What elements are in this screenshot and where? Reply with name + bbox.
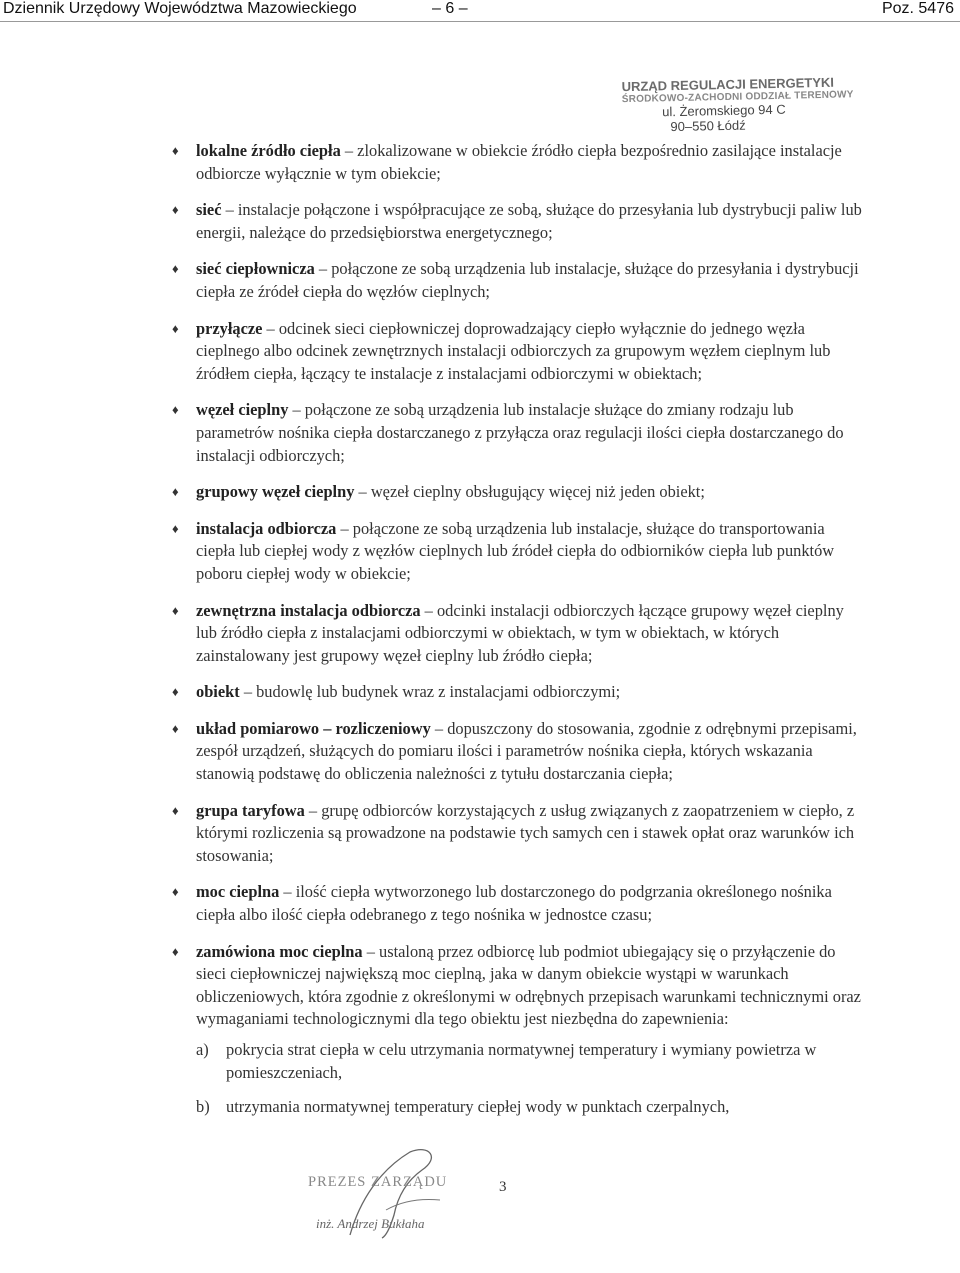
definition-item (172, 258, 862, 303)
stamp-line-4: 90–550 Łódź (670, 117, 746, 135)
diamond-bullet-icon: ♦ (172, 320, 179, 336)
definition-item (172, 718, 862, 786)
approval-stamp (621, 73, 922, 135)
definition-text: – zlokalizowane w obiekcie źródło ciepła bezpośrednio zasilające instalacje odbiorcze wyłącznie w tym obiekcie; (196, 141, 842, 183)
position-number: Poz. 5476 (881, 0, 954, 17)
definition-text: – grupę odbiorców korzystających z usług związanych z zaopatrzeniem w ciepło, z którymi rozliczenia są prowadzone na podstawie tych samych cen i stawek opłat oraz warunków ich stosowania; (196, 800, 855, 865)
definition-text: – połączone ze sobą urządzenia lub instalacje służące do zmiany rodzaju lub parametrów nośnika ciepła dostarczanego z przyłącza oraz regulacji ilości ciepła dostarczanego do instalacji odbiorczych; (196, 400, 844, 465)
sub-item-text: utrzymania normatywnej temperatury ciepłej wody w punktach czerpalnych, (226, 1097, 730, 1117)
definition-item (172, 941, 862, 1031)
diamond-bullet-icon: ♦ (172, 202, 179, 218)
journal-title: Dziennik Urzędowy Województwa Mazowieckiego (3, 0, 357, 17)
definition-text: – dopuszczony do stosowania, zgodnie z odrębnymi przepisami, zespół urządzeń, służących do pomiaru ilości i parametrów nośnika ciepła, których wskazania stanowią podstawę do obliczenia należności z tytułu dostarczania ciepła; (196, 718, 857, 784)
diamond-bullet-icon: ♦ (172, 143, 179, 158)
definition-term: lokalne źródło ciepła (196, 141, 341, 160)
definition-item (172, 199, 862, 244)
definition-term: przyłącze (196, 318, 263, 338)
definition-text: – odcinki instalacji odbiorczych łączące grupowy węzeł cieplny lub źródło ciepła z instalacjami odbiorczymi w obiektach, w tym w obiektach, w których zainstalowany jest grupowy węzeł cieplny lub źródło ciepła; (196, 600, 844, 665)
header-divider (0, 21, 960, 22)
definition-text: – połączone ze sobą urządzenia lub instalacje, służące do przesyłania i dystrybucji ciepła ze źródeł ciepła do węzłów cieplnych; (196, 259, 859, 301)
definition-term: węzeł cieplny (196, 400, 289, 420)
definition-term: grupowy węzeł cieplny (196, 482, 355, 502)
definition-text: – połączone ze sobą urządzenia lub instalacje, służące do transportowania ciepła lub ciepłej wody z węzłów cieplnych lub źródeł ciepła do odbiorników ciepła lub punktów poboru ciepłej wody w obiekcie; (196, 518, 835, 583)
definition-item (172, 140, 862, 185)
definition-text: – węzeł cieplny obsługujący więcej niż jeden obiekt; (354, 482, 705, 502)
diamond-bullet-icon: ♦ (172, 802, 179, 818)
stamp-line-1: URZĄD REGULACJI ENERGETYKI (621, 74, 835, 95)
definition-term: sieć (196, 200, 222, 220)
sub-item (196, 1096, 862, 1119)
header-page-number: – 6 – (432, 0, 468, 17)
definition-item (172, 481, 862, 504)
diamond-bullet-icon: ♦ (172, 720, 179, 736)
definition-text: – ilość ciepła wytworzonego lub dostarczonego do podgrzania określonego nośnika ciepła albo ilość ciepła odebranego z tego nośnika w jednostce czasu; (196, 882, 832, 925)
definition-item (172, 681, 862, 704)
signature-name: inż. Andrzej Bukłaha (316, 1216, 425, 1231)
page-number: 3 (499, 1179, 507, 1195)
diamond-bullet-icon: ♦ (172, 484, 179, 500)
signature-title: PREZES ZARZĄDU (308, 1174, 448, 1190)
diamond-bullet-icon: ♦ (172, 402, 179, 418)
diamond-bullet-icon: ♦ (172, 684, 179, 700)
document-header (0, 0, 960, 22)
definition-term: układ pomiarowo – rozliczeniowy (196, 718, 431, 738)
diamond-bullet-icon: ♦ (172, 602, 179, 618)
definition-item (172, 318, 862, 386)
definition-item (172, 800, 862, 868)
definition-text: – odcinek sieci ciepłowniczej doprowadzający ciepło wyłącznie do jednego węzła cieplnego albo odcinek zewnętrznych instalacji odbiorczych za grupowym węzłem cieplnym lub źródłem ciepła, łączący te instalacje z instalacjami odbiorczymi w obiektach; (196, 318, 831, 383)
definition-item (172, 600, 862, 668)
signature-block (290, 1140, 480, 1240)
definition-text: – budowlę lub budynek wraz z instalacjami odbiorczymi; (239, 682, 621, 702)
definition-term: zamówiona moc cieplna (196, 941, 363, 961)
definition-term: zewnętrzna instalacja odbiorcza (196, 600, 421, 620)
definition-term: instalacja odbiorcza (196, 518, 337, 538)
diamond-bullet-icon: ♦ (172, 520, 179, 536)
sub-item (196, 1039, 862, 1084)
diamond-bullet-icon: ♦ (172, 261, 179, 277)
sub-item-marker: b) (196, 1097, 210, 1117)
diamond-bullet-icon: ♦ (172, 884, 179, 900)
definition-item (172, 881, 862, 926)
sub-item-marker: a) (196, 1040, 209, 1059)
definition-term: obiekt (196, 682, 240, 702)
definition-item (172, 518, 862, 586)
definition-term: sieć ciepłownicza (196, 259, 315, 279)
stamp-line-2: ŚRODKOWO-ZACHODNI ODDZIAŁ TERENOWY (621, 89, 854, 106)
stamp-line-3: ul. Żeromskiego 94 C (661, 101, 786, 120)
definitions-list (172, 140, 862, 1131)
sub-item-text: pokrycia strat ciepła w celu utrzymania normatywnej temperatury i wymiany powietrza w pomieszczeniach, (226, 1040, 817, 1082)
definition-text: – ustaloną przez odbiorcę lub podmiot ubiegający się o przyłączenie do sieci ciepłowniczej największą moc cieplną, jaka w danym obiekcie wystąpi w warunkach obliczeniowych, która zgodnie z określonymi w odrębnych przepisach warunkami technicznymi oraz wymaganiami technologicznymi dla tego obiektu jest niezbędna do zapewnienia: (196, 941, 861, 1029)
definition-term: moc cieplna (196, 882, 280, 902)
definition-term: grupa taryfowa (196, 800, 305, 820)
definition-item (172, 399, 862, 467)
definition-text: – instalacje połączone i współpracujące ze sobą, służące do przesyłania lub dystrybucji paliw lub energii, należące do przedsiębiorstwa energetycznego; (196, 200, 862, 242)
diamond-bullet-icon: ♦ (172, 943, 179, 959)
